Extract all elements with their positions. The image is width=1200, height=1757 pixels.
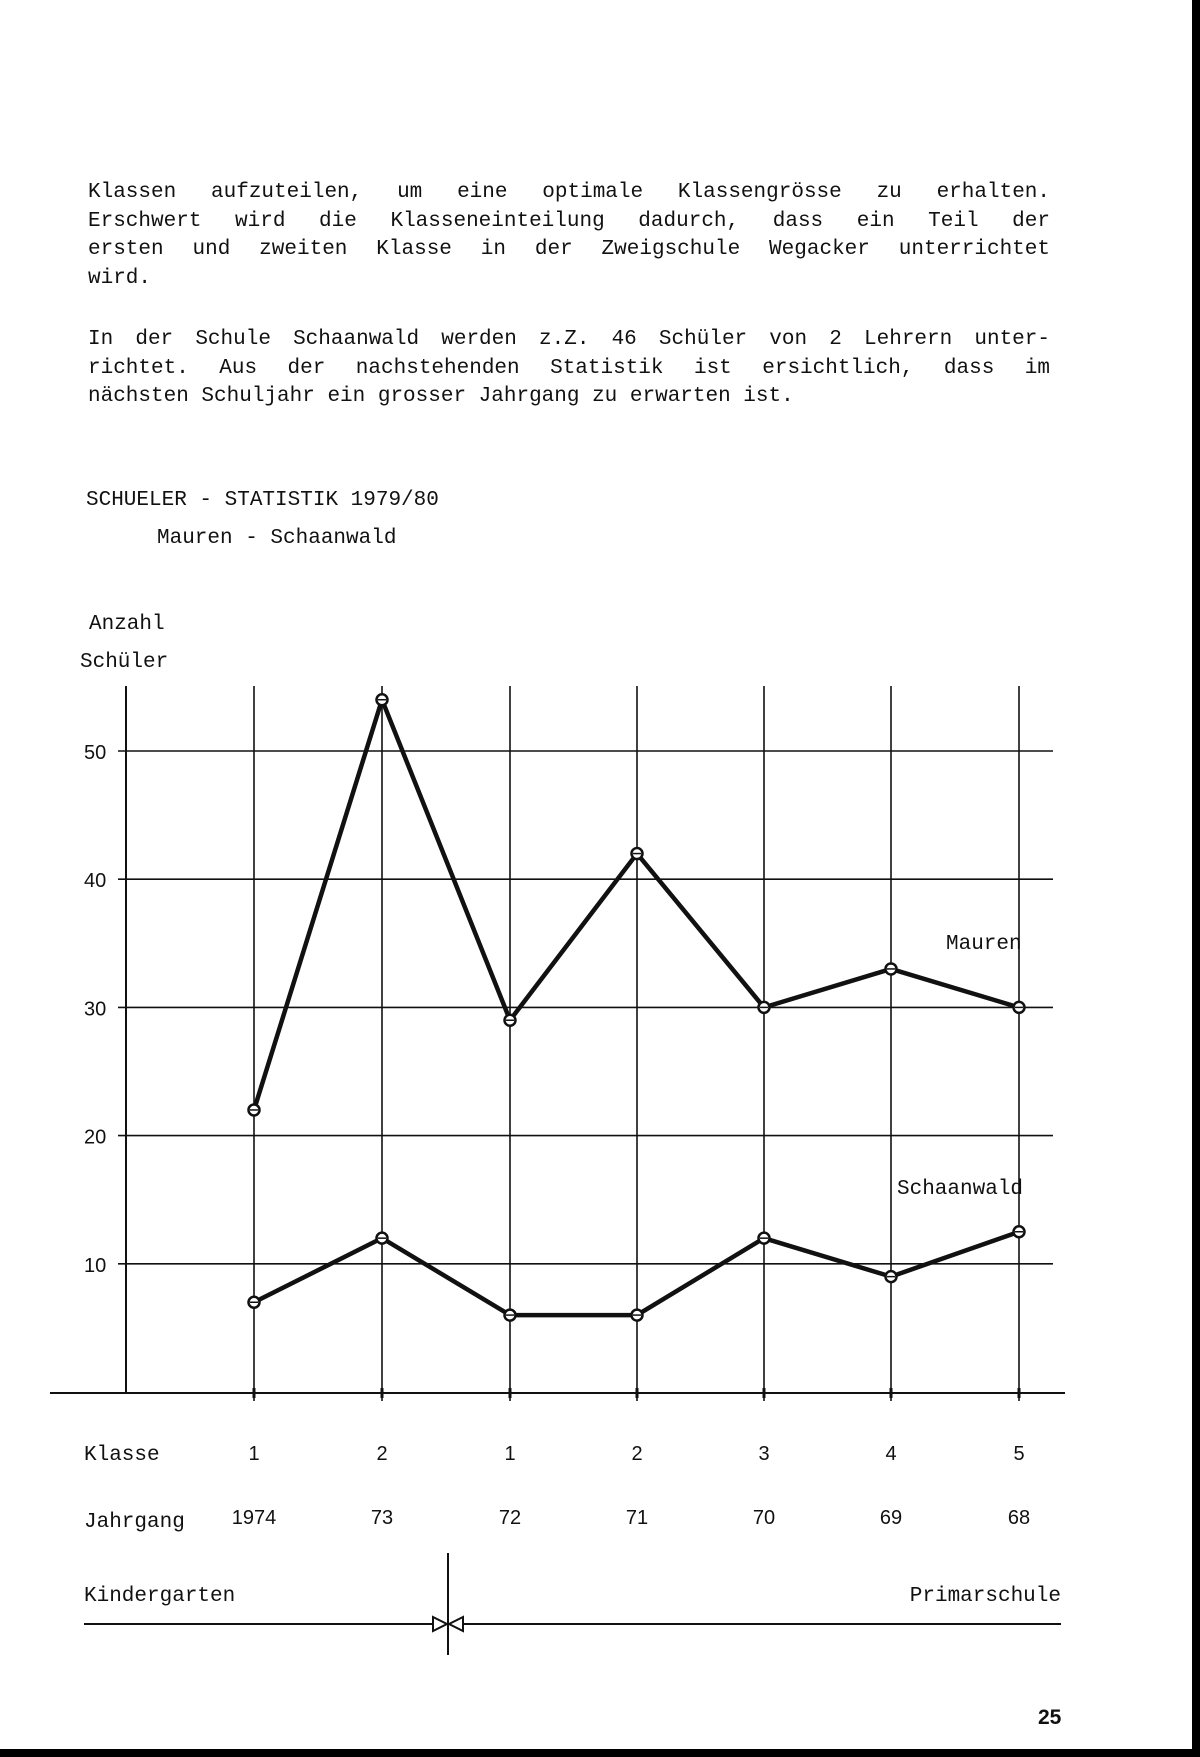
series-label-mauren: Mauren bbox=[946, 933, 1022, 956]
jahrgang-label-5: 70 bbox=[752, 1507, 776, 1529]
paragraph-1-line: wird. bbox=[88, 266, 152, 290]
chart-subtitle: Mauren - Schaanwald bbox=[157, 527, 397, 550]
section-label-kindergarten: Kindergarten bbox=[84, 1585, 236, 1608]
y-axis-label-line-2: Schüler bbox=[80, 651, 169, 674]
jahrgang-label-4: 71 bbox=[625, 1507, 649, 1529]
series-label-schaanwald: Schaanwald bbox=[897, 1178, 1024, 1201]
section-label-primarschule: Primarschule bbox=[909, 1585, 1061, 1608]
y-tick-label-30: 30 bbox=[84, 998, 107, 1021]
arrow-left-icon bbox=[449, 1617, 463, 1631]
paragraph-1-line: Erschwert wird die Klasseneinteilung dadurch, dass ein Teil der bbox=[88, 209, 1050, 233]
jahrgang-label-7: 68 bbox=[1007, 1507, 1031, 1529]
y-tick-label-40: 40 bbox=[84, 870, 107, 893]
page-number: 25 bbox=[1038, 1706, 1062, 1729]
paragraph-2-line: richtet. Aus der nachstehenden Statistik ist ersichtlich, dass im bbox=[88, 356, 1050, 380]
klasse-label-7: 5 bbox=[1013, 1443, 1025, 1465]
jahrgang-row-label: Jahrgang bbox=[84, 1511, 185, 1534]
klasse-label-3: 1 bbox=[504, 1443, 516, 1465]
paragraph-2-line: In der Schule Schaanwald werden z.Z. 46 Schüler von 2 Lehrern unter- bbox=[88, 328, 1050, 351]
jahrgang-label-1: 1974 bbox=[231, 1507, 277, 1529]
arrow-right-icon bbox=[433, 1617, 447, 1631]
y-tick-label-10: 10 bbox=[84, 1254, 107, 1277]
jahrgang-label-6: 69 bbox=[879, 1507, 903, 1529]
jahrgang-label-2: 73 bbox=[370, 1507, 394, 1529]
klasse-label-5: 3 bbox=[758, 1443, 770, 1465]
klasse-label-2: 2 bbox=[376, 1443, 388, 1465]
jahrgang-label-3: 72 bbox=[498, 1507, 522, 1529]
paragraph-2-line: nächsten Schuljahr ein grosser Jahrgang zu erwarten ist. bbox=[88, 385, 794, 408]
klasse-row-label: Klasse bbox=[84, 1444, 160, 1467]
klasse-label-1: 1 bbox=[248, 1443, 260, 1465]
y-tick-label-20: 20 bbox=[84, 1126, 107, 1149]
paragraph-1-line: Klassen aufzuteilen, um eine optimale Klassengrösse zu erhalten. bbox=[88, 181, 1050, 204]
y-axis-label-line-1: Anzahl bbox=[89, 613, 165, 636]
klasse-label-4: 2 bbox=[631, 1443, 643, 1465]
y-tick-label-50: 50 bbox=[84, 742, 107, 764]
paragraph-1-line: ersten und zweiten Klasse in der Zweigschule Wegacker unterrichtet bbox=[88, 238, 1050, 261]
chart-title: SCHUELER - STATISTIK 1979/80 bbox=[86, 489, 439, 512]
klasse-label-6: 4 bbox=[885, 1443, 897, 1465]
